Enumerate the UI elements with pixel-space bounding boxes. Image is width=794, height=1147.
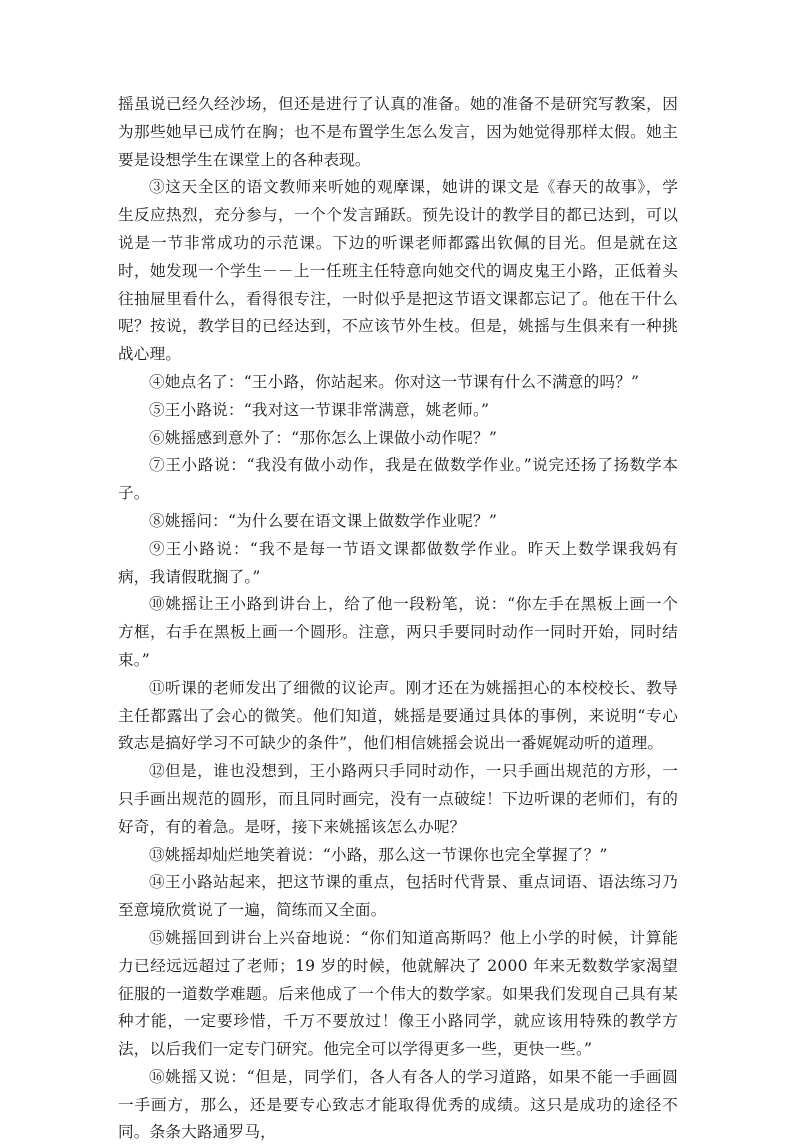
paragraph-5: ⑤王小路说：“我对这一节课非常满意，姚老师。”: [149, 400, 490, 419]
paragraph-14: ⑭王小路站起来，把这节课的重点，包括时代背景、重点词语、语法练习乃至意境欣赏说了一遍，简练而又全面。: [118, 873, 678, 920]
paragraph-4: ④她点名了：“王小路，你站起来。你对这一节课有什么不满意的吗？”: [149, 372, 640, 391]
paragraph-15: ⑮姚摇回到讲台上兴奋地说：“你们知道高斯吗？他上小学的时候，计算能力已经远远超过了老师；19 岁的时候，他就解决了 2000 年来无数数学家渴望征服的一道数学难题。后来他成了一个伟大的数学家。如果我们发现自己具有某种才能，一定要珍惜，千万不要放过！像王小路同学，就应该用特殊的教学方法，以后我们一定专门研究。他完全可以学得更多一些，更快一些。”: [118, 928, 678, 1059]
paragraph-3: ③这天全区的语文教师来听她的观摩课，她讲的课文是《春天的故事》，学生反应热烈，充分参与，一个个发言踊跃。预先设计的教学目的都已达到，可以说是一节非常成功的示范课。下边的听课老师都露出钦佩的目光。但是就在这时，她发现一个学生－－上一任班主任特意向她交代的调皮鬼王小路，正低着头往抽屉里看什么，看得很专注，一时似乎是把这节语文课都忘记了。他在干什么呢？按说，教学目的已经达到，不应该节外生枝。但是，姚摇与生俱来有一种挑战心理。: [118, 178, 678, 364]
paragraph-10: ⑩姚摇让王小路到讲台上，给了他一段粉笔，说：“你左手在黑板上画一个方框，右手在黑板上画一个圆形。注意，两只手要同时动作一同时开始，同时结束。”: [118, 595, 678, 669]
paragraph-16: ⑯姚摇又说：“但是，同学们，各人有各人的学习道路，如果不能一手画圆一手画方，那么，还是要专心致志才能取得优秀的成绩。这只是成功的途径不同。条条大路通罗马，: [118, 1067, 678, 1142]
paragraph-6: ⑥姚摇感到意外了：“那你怎么上课做小动作呢？”: [149, 428, 498, 447]
paragraph-1: 摇虽说已经久经沙场，但还是进行了认真的准备。她的准备不是研究写教案，因为那些她早已成竹在胸；也不是布置学生怎么发言，因为她觉得那样太假。她主要是设想学生在课堂上的各种表现。: [118, 95, 678, 169]
paragraph-9: ⑨王小路说：“我不是每一节语文课都做数学作业。昨天上数学课我妈有病，我请假耽搁了。”: [118, 539, 678, 586]
paragraph-8: ⑧姚摇问：“为什么要在语文课上做数学作业呢？”: [149, 511, 498, 530]
document-page: [118, 91, 678, 1147]
paragraph-12: ⑫但是，谁也没想到，王小路两只手同时动作，一只手画出规范的方形，一只手画出规范的圆形，而且同时画完，没有一点破绽！下边听课的老师们，有的好奇，有的着急。是呀，接下来姚摇该怎么办呢？: [118, 762, 678, 836]
paragraph-7: ⑦王小路说：“我没有做小动作，我是在做数学作业。”说完还扬了扬数学本子。: [118, 456, 678, 503]
paragraph-11: ⑪听课的老师发出了细微的议论声。刚才还在为姚摇担心的本校校长、教导主任都露出了会心的微笑。他们知道，姚摇是要通过具体的事例，来说明“专心致志是搞好学习不可缺少的条件”，他们相信姚摇会说出一番娓娓动听的道理。: [118, 678, 678, 753]
paragraph-13: ⑬姚摇却灿烂地笑着说：“小路，那么这一节课你也完全掌握了？”: [149, 845, 608, 864]
